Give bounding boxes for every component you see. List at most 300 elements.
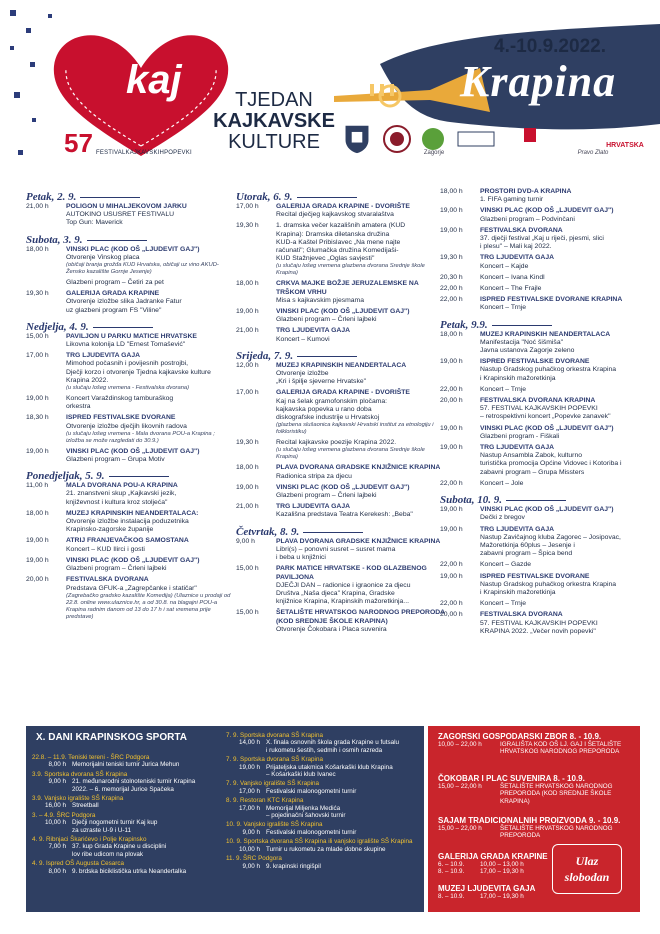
spacer: [26, 315, 231, 318]
event-row: [440, 227, 645, 252]
sport-event: [226, 838, 422, 855]
event-line: Recital kajkavske poezije Krapina 2022.: [276, 439, 397, 447]
event-time: 18,30 h: [26, 414, 49, 422]
day-heading: [440, 494, 645, 506]
event-row: [440, 611, 645, 636]
sport-desc: Streetball: [72, 802, 99, 810]
decor-dot: [48, 14, 52, 18]
sport-event: [32, 795, 228, 812]
spacer: [26, 464, 231, 467]
event-venue: VINSKI PLAC (KOD OŠ „LJUDEVIT GAJ"): [66, 245, 200, 253]
event-line: Predstava GFUK-a „Zagrepčanke i statičar": [66, 584, 197, 592]
poster-header: [0, 0, 660, 178]
event-details: [480, 227, 645, 252]
event-line: Glazbeni program – Četiri za pet: [66, 279, 164, 287]
event-time: 19,30 h: [26, 290, 49, 298]
tourist-board-logo-icon: [456, 124, 496, 154]
event-time: 19,00 h: [440, 572, 463, 580]
event-details: [66, 395, 231, 411]
event-details: [480, 296, 645, 312]
event-venue: MUZEJ KRAPINSKIH NEANDERTALACA:: [66, 509, 199, 517]
event-row: [440, 285, 645, 293]
event-time: 22,00 h: [440, 285, 463, 293]
event-time: 19,30 h: [236, 222, 259, 230]
sport-column-left: [32, 754, 228, 877]
spacer: [440, 636, 645, 639]
spacer: [26, 228, 231, 231]
event-title: [212, 90, 336, 153]
event-line: Koncert – Ivana Kindl: [480, 273, 545, 281]
festival-line: FESTIVALKAJKAVSKIHPOPEVKI: [96, 150, 192, 156]
event-time: 22,00 h: [440, 385, 463, 393]
fair-desc: 10,00 – 13,00 h: [480, 861, 524, 868]
event-details: [480, 207, 645, 223]
sport-time: 19,00 h: [238, 763, 260, 771]
event-time: 19,00 h: [26, 395, 49, 403]
event-details: [480, 561, 645, 569]
sport-event: [226, 780, 422, 797]
event-time: 11,00 h: [26, 482, 49, 490]
day-rule: [303, 532, 363, 533]
event-venue: CRKVA MAJKE BOŽJE JERUZALEMSKE NA TRŠKOM VRHU: [276, 280, 419, 296]
event-row: [26, 203, 231, 228]
sport-row: [32, 851, 228, 858]
event-time: 19,00 h: [236, 308, 259, 316]
event-line: računati"; Glumačka družina Komedijaši-: [276, 247, 399, 255]
logo-pravo-zlato-text: Pravo Zlato: [577, 150, 609, 156]
fair-block: [428, 774, 640, 805]
sport-time: 9,00 h: [242, 862, 260, 870]
event-details: [66, 576, 231, 620]
sport-event: [32, 812, 228, 836]
fair-row: [428, 741, 640, 756]
sport-event: [226, 756, 422, 780]
event-time: 17,00 h: [26, 352, 49, 360]
fair-block: [428, 732, 640, 756]
sport-desc: 9. krapinski ringišpil: [266, 862, 321, 870]
sport-time: [32, 851, 72, 858]
sport-desc: Prijateljska utakmica Košarkaški klub Krapina: [266, 763, 393, 771]
sport-desc: i rukometu šestih, sedmih i osmih razreda: [266, 746, 383, 754]
event-line: diskografske industrije u Hrvatskoj: [276, 414, 380, 422]
sport-desc: Festivalski malonogometni turnir: [266, 828, 357, 836]
event-venue: VINSKI PLAC (KOD OŠ „LJUDEVIT GAJ"): [480, 506, 614, 514]
sport-time: [226, 771, 266, 778]
event-details: [66, 279, 231, 287]
event-line: 37. dječji festival „Kaj u riječi, pjesmi, slici: [480, 235, 604, 243]
event-row: [440, 506, 645, 522]
sport-time: 10,00 h: [44, 819, 66, 827]
spacer: [236, 520, 448, 523]
event-row: [26, 395, 231, 411]
event-line: Mažoretkinja 60plus – Jesenje i: [480, 541, 575, 549]
sport-time: 17,00 h: [238, 787, 260, 795]
fair-time: 15,00 – 22,00 h: [438, 825, 482, 832]
event-venue: VINSKI PLAC (KOD OŠ „LJUDEVIT GAJ"): [276, 308, 410, 316]
fair-time: 8. – 10.9.: [438, 868, 465, 876]
sport-venue: 11. 9. ŠRC Podgora: [226, 855, 282, 863]
fair-block: [428, 884, 548, 900]
event-row: [440, 397, 645, 422]
day-heading: [236, 526, 448, 538]
event-time: 22,00 h: [440, 479, 463, 487]
sport-event: [32, 860, 228, 877]
sport-time: 8,00 h: [48, 867, 66, 875]
event-line: Koncert – Trnje: [480, 600, 527, 608]
sport-event: [32, 754, 228, 771]
event-row: [236, 565, 448, 606]
sport-desc: Festivalski malonogometni turnir: [266, 787, 357, 795]
event-row: [236, 609, 448, 634]
day-label: Subota, 3. 9.: [26, 233, 83, 246]
event-time: 9,00 h: [236, 537, 255, 545]
day-label: Nedjelja, 4. 9.: [26, 320, 89, 333]
sport-venue: 3.9. Sportska dvorana SŠ Krapina: [32, 770, 128, 778]
event-details: [276, 565, 448, 606]
sport-column-right: [226, 732, 422, 872]
event-line: Nastup Gradskog puhačkog orkestra Krapina: [480, 366, 617, 374]
sport-event: [226, 732, 422, 756]
event-row: [236, 308, 448, 324]
sport-row: [32, 868, 228, 875]
sport-venue: 10. 9. Sportska dvorana SŠ Krapina ili vanjsko igralište SŠ Krapina: [226, 838, 413, 846]
event-time: 17,00 h: [236, 389, 259, 397]
event-line: Koncert – KUD Ilirci i gosti: [66, 545, 145, 553]
day-rule: [80, 197, 140, 198]
event-venue: ISPRED FESTIVALSKE DVORANE: [480, 572, 590, 580]
fair-time: 6. – 10.9.: [438, 861, 465, 868]
event-details: [480, 397, 645, 422]
event-line: 1. FIFA gaming turnir: [480, 196, 544, 204]
event-line: Otvorenje Vinskog placa: [66, 253, 140, 261]
sport-time: 9,00 h: [48, 778, 66, 786]
event-venue: PLAVA DVORANA GRADSKE KNJIŽNICE KRAPINA: [276, 464, 441, 472]
event-row: [440, 386, 645, 394]
spacer: [236, 344, 448, 347]
event-details: [480, 274, 645, 282]
event-details: [66, 510, 231, 535]
event-row: [236, 203, 448, 219]
sport-row: [226, 805, 422, 812]
event-line: zabavni program – Grupa Missters: [480, 468, 585, 476]
event-time: 19,00 h: [440, 444, 463, 452]
logo-zagorje-text: Zagorje: [423, 150, 445, 156]
event-line: Nastup Zavičajnog kluba Zagorec – Josipovac,: [480, 533, 621, 541]
event-line: Glazbeni program – Podvinčani: [480, 215, 575, 223]
event-venue: ATRIJ FRANJEVAČKOG SAMOSTANA: [66, 537, 189, 545]
event-details: [276, 538, 448, 563]
event-line: Otvorenje izložbe dječjih likovnih radova: [66, 422, 187, 430]
city-name: Krapina: [460, 57, 617, 106]
spacer: [236, 634, 448, 637]
event-time: 19,00 h: [440, 226, 463, 234]
event-details: [66, 482, 231, 507]
event-venue: VINSKI PLAC (KOD OŠ „LJUDEVIT GAJ"): [480, 424, 614, 432]
event-row: [26, 279, 231, 287]
fair-heading: MUZEJ LJUDEVITA GAJA: [438, 884, 536, 893]
event-title-line-3: KULTURE: [228, 131, 320, 153]
event-details: [66, 414, 231, 444]
sport-event: [226, 821, 422, 838]
event-details: [66, 333, 231, 349]
event-time: [26, 279, 66, 287]
event-venue: MALA DVORANA POU-A KRAPINA: [66, 482, 178, 490]
event-details: [480, 526, 645, 559]
sport-venue: 7. 9. Vanjsko igralište SŠ Krapina: [226, 780, 319, 788]
day-heading: [440, 319, 645, 331]
event-row: [236, 484, 448, 500]
fair-time: 8. – 10.9.: [438, 893, 465, 900]
sport-desc: X. finala osnovnih škola grada Krapine u futsalu: [266, 739, 400, 747]
event-time: 22,00 h: [440, 561, 463, 569]
event-time: 19,00 h: [440, 358, 463, 366]
event-row: [236, 222, 448, 277]
event-line: KUD Stažnjevec „Oglas savjesti": [276, 255, 375, 263]
event-details: [66, 448, 231, 464]
event-line: Koncert – Gazde: [480, 561, 532, 569]
event-row: [440, 358, 645, 383]
event-venue: PROSTORI DVD-A KRAPINA: [480, 188, 572, 195]
event-line: Krapinsko-zagorske županije: [66, 526, 154, 534]
fair-row: [428, 825, 640, 840]
spacer: [32, 875, 228, 877]
event-line: Dečki z bregov: [480, 514, 525, 522]
sport-section: [26, 726, 424, 912]
fair-heading: ZAGORSKI GOSPODARSKI ZBOR 8. - 10.9.: [438, 732, 602, 741]
event-details: [480, 573, 645, 598]
day-heading: [236, 191, 448, 203]
event-line: Kaj na šelak gramofonskim pločama:: [276, 397, 388, 405]
event-venue: TRG LJUDEVITA GAJA: [276, 327, 351, 335]
event-line: Nastup Ansambla Zabok, kulturno: [480, 452, 583, 460]
event-line: Nastup Gradskog puhačkog orkestra Krapina: [480, 580, 617, 588]
event-row: [440, 526, 645, 559]
day-heading: [26, 321, 231, 333]
sport-title: X. DANI KRAPINSKOG SPORTA: [36, 732, 187, 743]
sport-row: [226, 846, 422, 853]
sport-desc: Turnir u rukometu za mlade dobne skupine: [266, 845, 386, 853]
event-time: 18,00 h: [236, 280, 259, 288]
decor-dot: [26, 28, 31, 33]
event-details: [66, 352, 231, 392]
event-line: Likovna kolonija LD "Ernest Tomašević": [66, 341, 186, 349]
event-time: 19,30 h: [236, 439, 259, 447]
event-details: [480, 358, 645, 383]
event-details: [276, 464, 448, 480]
event-line: Glazbeni program – Črleni lajbeki: [276, 316, 377, 324]
sport-row: [226, 829, 422, 836]
day-rule: [93, 327, 153, 328]
event-line: Glazbeni program – Črleni lajbeki: [276, 492, 377, 500]
event-row: [236, 439, 448, 461]
event-venue: GALERIJA GRADA KRAPINE: [66, 290, 160, 298]
event-note: (u slučaju lošeg vremena - Mala dvorana POU-a Krapina ; izložba se može razgledati do 30.9.): [66, 430, 215, 444]
sport-event: [226, 855, 422, 872]
event-details: [66, 246, 231, 276]
event-line: KUD-a Kaštel Pribislavec „Na mene najte: [276, 238, 401, 246]
fair-row: [428, 868, 548, 875]
event-line: Otvorenje izložbe: [276, 370, 329, 378]
programme-column-2: [236, 188, 448, 637]
event-details: [276, 389, 448, 436]
event-time: 20,00 h: [26, 576, 49, 584]
event-line: Glazbeni program – Grupa Motiv: [66, 456, 165, 464]
event-line: Koncert – Kajde: [480, 262, 529, 270]
sport-row: [32, 778, 228, 785]
event-row: [440, 600, 645, 608]
event-row: [26, 557, 231, 573]
day-label: Ponedjeljak, 5. 9.: [26, 470, 105, 483]
fair-heading: GALERIJA GRADA KRAPINE: [438, 852, 548, 861]
event-details: [480, 425, 645, 441]
fair-desc: ŠETALIŠTE HRVATSKOG NARODNOG PREPORODA (KOD SREDNJE ŠKOLE KRAPINA): [500, 783, 613, 805]
sport-time: 14,00 h: [238, 739, 260, 747]
event-line: kajkavska popevka u rano doba: [276, 405, 372, 413]
sport-venue: 7. 9. Sportska dvorana SŠ Krapina: [226, 732, 323, 739]
ministry-logo-icon: [510, 124, 550, 154]
event-details: [276, 503, 448, 519]
event-line: AUTOKINO USUSRET FESTIVALU: [66, 211, 175, 219]
event-note: (običaji branja grožđa KUD Hrvatska, običaji uz vino AKUD-Žensko kazalište Gornje Jesenje): [66, 262, 219, 276]
event-row: [440, 254, 645, 270]
event-time: 20,00 h: [440, 611, 463, 619]
sport-desc: Memorijal Miljenka Medića: [266, 804, 341, 812]
event-venue: FESTIVALSKA DVORANA: [480, 226, 563, 234]
event-row: [440, 188, 645, 204]
sport-venue: 8. 9. Restoran KTC Krapina: [226, 797, 304, 805]
event-line: KRAPINA 2022. „Večer novih popevki": [480, 627, 596, 635]
county-seal-icon: [382, 124, 412, 154]
event-venue: GALERIJA GRADA KRAPINE - DVORIŠTE: [276, 203, 410, 210]
event-line: Društva „Naša djeca" Krapina, Gradske: [276, 589, 395, 597]
sport-row: [32, 819, 228, 826]
sport-desc: Dječji nogometni turnir Kaj kup: [72, 819, 158, 827]
event-line: Otvorenje Čokobara i Placa suvenira: [276, 625, 387, 633]
event-details: [276, 308, 448, 324]
event-venue: VINSKI PLAC (KOD OŠ „LJUDEVIT GAJ"): [480, 207, 614, 215]
event-row: [236, 327, 448, 343]
decor-dot: [10, 10, 16, 16]
event-row: [440, 480, 645, 488]
event-line: Glazbeni program – Črleni lajbeki: [66, 565, 167, 573]
event-row: [440, 274, 645, 282]
event-row: [440, 207, 645, 223]
event-venue: TRG LJUDEVITA GAJA: [480, 444, 555, 452]
fair-time: 10,00 – 22,00 h: [438, 741, 482, 748]
sport-desc: 37. kup Grada Krapine u disciplini: [72, 843, 167, 851]
event-details: [480, 506, 645, 522]
event-venue: POLIGON U MIHALJEKOVOM JARKU: [66, 203, 187, 210]
event-time: 19,00 h: [236, 483, 259, 491]
fair-block: [428, 816, 640, 840]
fair-row: [428, 783, 640, 805]
decor-dot: [30, 62, 35, 67]
event-line: Koncert Varaždinskog tamburaškog: [66, 395, 174, 403]
sport-row: [32, 802, 228, 809]
sport-event: [32, 771, 228, 795]
event-venue: ISPRED FESTIVALSKE DVORANE: [480, 358, 590, 366]
sport-venue: 10. 9. Vanjsko igralište SŠ Krapina: [226, 821, 323, 829]
event-venue: PLAVA DVORANA GRADSKE KNJIŽNICE KRAPINA: [276, 537, 441, 545]
event-venue: TRG LJUDEVITA GAJA: [276, 503, 351, 511]
sport-desc: Memorijalni teniski turnir Jurica Mehun: [72, 761, 180, 769]
event-line: Top Gun: Maverick: [66, 219, 123, 227]
decor-dot: [10, 46, 14, 50]
event-line: uz glazbeni program FS "Viline": [66, 306, 162, 314]
event-note: (u slučaju lošeg vremena glazbena dvorana Srednje škole Krapina): [276, 447, 425, 461]
decor-dot: [18, 150, 23, 155]
event-details: [276, 222, 448, 277]
event-line: i plesu" – Mali kaj 2022.: [480, 243, 552, 251]
festival-dates: 4.-10.9.2022.: [494, 36, 606, 57]
event-time: 15,00 h: [26, 332, 49, 340]
sport-row: [226, 747, 422, 754]
sport-row: [226, 739, 422, 746]
event-line: i Krapinskih mažoretkinja: [480, 588, 556, 596]
fair-desc: IGRALIŠTA KOD OŠ LJ. GAJ I ŠETALIŠTE HRVATSKOG NARODNOG PREPORODA: [500, 741, 622, 756]
event-line: turistička promocija Općine Vidovec i Kotoriba i: [480, 460, 622, 468]
day-rule: [109, 476, 169, 477]
day-heading: [26, 191, 231, 203]
event-line: DJEČJI DAN – radionice i igraonice za djecu: [276, 581, 411, 589]
event-details: [66, 537, 231, 553]
fair-desc: 17,00 – 19,30 h: [480, 893, 524, 900]
event-details: [276, 280, 448, 305]
festival-number: 57: [64, 128, 93, 158]
event-line: knjižnice Krapina, Krapinskih mažoretkinja...: [276, 598, 409, 606]
sport-event: [32, 836, 228, 860]
event-venue: VINSKI PLAC (KOD OŠ „LJUDEVIT GAJ"): [66, 556, 200, 564]
event-details: [66, 290, 231, 315]
fair-time: 15,00 – 22,00 h: [438, 783, 482, 790]
sport-row: [226, 771, 422, 778]
event-line: zabavni program – Špica bend: [480, 550, 573, 558]
event-row: [26, 576, 231, 620]
event-time: 20,00 h: [440, 397, 463, 405]
fair-heading: SAJAM TRADICIONALNIH PROIZVODA 9. - 10.9.: [438, 816, 621, 825]
event-details: [276, 609, 448, 634]
event-venue: FESTIVALSKA DVORANA KRAPINA: [480, 397, 596, 405]
sport-row: [226, 788, 422, 795]
event-venue: TRG LJUDEVITA GAJA: [480, 525, 555, 533]
event-row: [440, 331, 645, 356]
event-row: [26, 510, 231, 535]
fair-row: [428, 861, 548, 868]
event-venue: MUZEJ KRAPINSKIH NEANDERTALACA: [480, 330, 611, 338]
event-details: [276, 362, 448, 387]
event-venue: ŠETALIŠTE HRVATSKOG NARODNOG PREPORODA (KOD SREDNJE ŠKOLE KRAPINA): [276, 609, 445, 625]
event-venue: GALERIJA GRADA KRAPINE - DVORIŠTE: [276, 389, 410, 397]
event-venue: VINSKI PLAC (KOD OŠ „LJUDEVIT GAJ"): [66, 447, 200, 455]
fair-desc: 17,00 – 19,30 h: [480, 868, 524, 876]
day-heading: [26, 470, 231, 482]
event-line: Koncert – Jole: [480, 479, 524, 487]
event-line: „Kri i špilje sjeverne Hrvatske": [276, 378, 367, 386]
event-row: [440, 296, 645, 312]
sport-venue: 7. 9. Sportska dvorana SŠ Krapina: [226, 756, 323, 764]
sport-row: [32, 843, 228, 850]
event-line: 1. dramska večer kazališnih amatera (KUD: [276, 222, 406, 230]
event-note: (Zagrebačko gradsko kazalište Komedija) (Ulaznice u prodaji od 22.8. online www.ulaznice.hr, a od 30.8. na blagajni POU-a Krapina radnim danom od 13 do 17 h i sat vremena prije predstave): [66, 592, 231, 620]
event-note: (u slučaju lošeg vremena - Festivalska dvorana): [66, 385, 190, 392]
event-time: 22,00 h: [440, 296, 463, 304]
event-line: 57. FESTIVAL KAJKAVSKIH POPEVKI: [480, 619, 598, 627]
event-venue: PAVILJON U PARKU MATICE HRVATSKE: [66, 332, 197, 340]
sport-desc: za uzraste U-9 i U-11: [72, 826, 132, 834]
event-time: 18,00 h: [440, 188, 463, 195]
decor-dot: [32, 118, 36, 122]
spacer: [440, 313, 645, 316]
